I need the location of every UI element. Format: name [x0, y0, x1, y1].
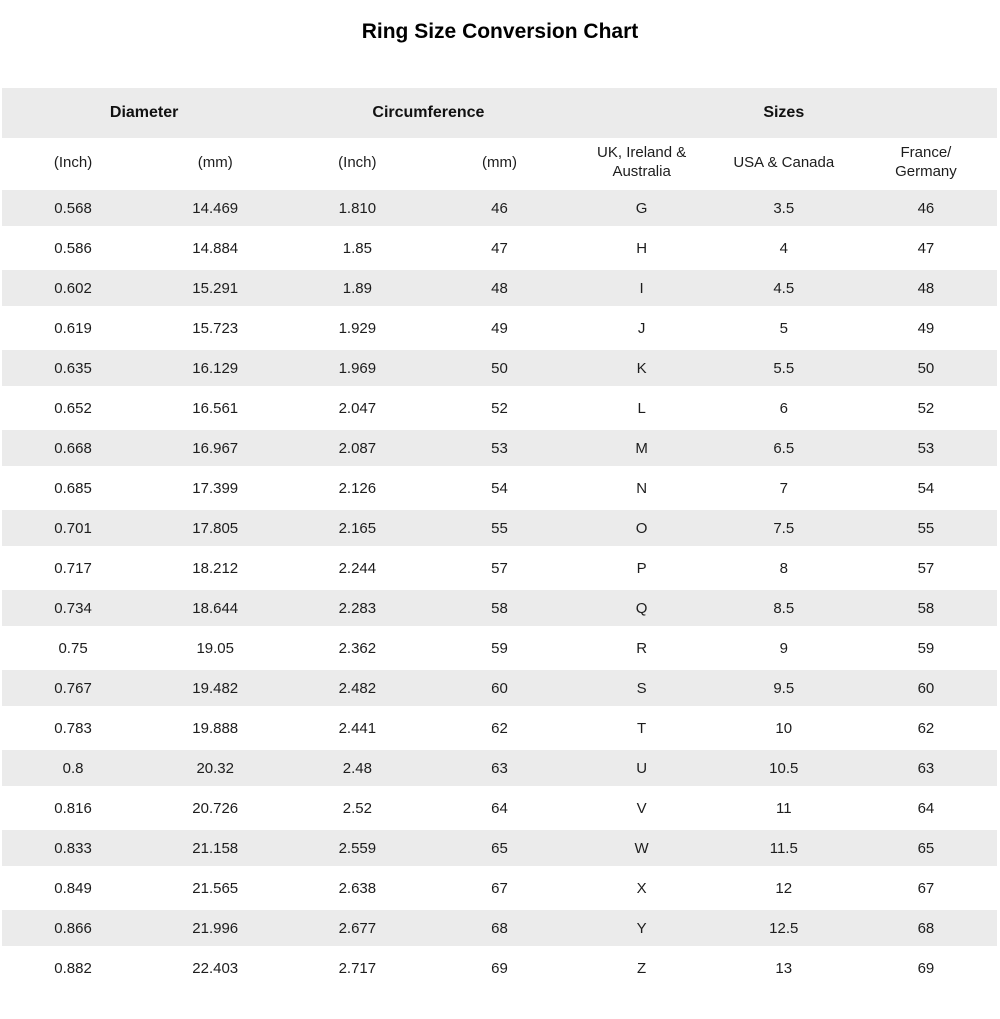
table-cell: 20.32 [144, 748, 286, 788]
table-cell: 53 [428, 428, 570, 468]
table-cell: 46 [428, 188, 570, 228]
table-cell: 5 [713, 308, 855, 348]
table-cell: 2.283 [286, 588, 428, 628]
table-cell: 22.403 [144, 948, 286, 988]
table-cell: K [571, 348, 713, 388]
table-cell: 2.48 [286, 748, 428, 788]
table-cell: 0.586 [2, 228, 144, 268]
table-cell: 62 [428, 708, 570, 748]
table-row [2, 668, 997, 708]
table-cell: 0.568 [2, 188, 144, 228]
table-cell: U [571, 748, 713, 788]
table-cell: 10.5 [713, 748, 855, 788]
table-cell: W [571, 828, 713, 868]
table-cell: 1.969 [286, 348, 428, 388]
table-cell: 52 [428, 388, 570, 428]
table-cell: 0.783 [2, 708, 144, 748]
table-cell: 53 [855, 428, 997, 468]
table-cell: 62 [855, 708, 997, 748]
table-row [2, 828, 997, 868]
table-cell: 0.882 [2, 948, 144, 988]
table-cell: 0.685 [2, 468, 144, 508]
table-cell: 60 [855, 668, 997, 708]
table-row [2, 188, 997, 228]
table-cell: 46 [855, 188, 997, 228]
table-cell: 59 [428, 628, 570, 668]
table-cell: 2.677 [286, 908, 428, 948]
table-row [2, 468, 997, 508]
table-cell: 50 [428, 348, 570, 388]
table-cell: 59 [855, 628, 997, 668]
table-cell: X [571, 868, 713, 908]
table-cell: 4.5 [713, 268, 855, 308]
column-header-circumference-inch: (Inch) [286, 138, 428, 188]
table-row [2, 428, 997, 468]
table-cell: 0.619 [2, 308, 144, 348]
table-cell: 14.884 [144, 228, 286, 268]
table-cell: Z [571, 948, 713, 988]
table-row [2, 548, 997, 588]
table-row [2, 868, 997, 908]
table-row [2, 508, 997, 548]
table-cell: 0.701 [2, 508, 144, 548]
table-cell: 0.816 [2, 788, 144, 828]
table-cell: 2.559 [286, 828, 428, 868]
table-cell: O [571, 508, 713, 548]
table-cell: 21.565 [144, 868, 286, 908]
group-header-row [2, 88, 997, 138]
table-cell: 60 [428, 668, 570, 708]
table-cell: 0.833 [2, 828, 144, 868]
table-row [2, 228, 997, 268]
table-cell: 0.75 [2, 628, 144, 668]
table-cell: G [571, 188, 713, 228]
group-header-diameter: Diameter [2, 88, 286, 138]
table-cell: 0.866 [2, 908, 144, 948]
table-cell: 64 [855, 788, 997, 828]
table-cell: 14.469 [144, 188, 286, 228]
table-cell: N [571, 468, 713, 508]
table-cell: 63 [855, 748, 997, 788]
table-cell: 49 [428, 308, 570, 348]
table-cell: 2.717 [286, 948, 428, 988]
column-header-circumference-mm: (mm) [428, 138, 570, 188]
table-cell: 2.244 [286, 548, 428, 588]
table-cell: 11.5 [713, 828, 855, 868]
table-cell: 18.212 [144, 548, 286, 588]
table-cell: Q [571, 588, 713, 628]
table-cell: 55 [428, 508, 570, 548]
column-header-diameter-mm: (mm) [144, 138, 286, 188]
table-cell: R [571, 628, 713, 668]
table-cell: 7.5 [713, 508, 855, 548]
table-cell: 2.126 [286, 468, 428, 508]
table-cell: 2.047 [286, 388, 428, 428]
table-cell: 65 [855, 828, 997, 868]
table-cell: 12.5 [713, 908, 855, 948]
table-cell: 16.967 [144, 428, 286, 468]
table-cell: 2.638 [286, 868, 428, 908]
table-cell: 69 [428, 948, 570, 988]
column-header-uk-ireland-australia: UK, Ireland & Australia [571, 138, 713, 188]
table-cell: 18.644 [144, 588, 286, 628]
table-row [2, 588, 997, 628]
group-header-circumference: Circumference [286, 88, 570, 138]
table-cell: 6 [713, 388, 855, 428]
column-header-france-germany: France/ Germany [855, 138, 997, 188]
table-cell: 21.158 [144, 828, 286, 868]
table-cell: 47 [428, 228, 570, 268]
table-cell: 12 [713, 868, 855, 908]
table-cell: 11 [713, 788, 855, 828]
table-cell: 52 [855, 388, 997, 428]
table-cell: 1.810 [286, 188, 428, 228]
column-header-usa-canada: USA & Canada [713, 138, 855, 188]
table-cell: 21.996 [144, 908, 286, 948]
table-cell: 4 [713, 228, 855, 268]
table-cell: V [571, 788, 713, 828]
table-cell: J [571, 308, 713, 348]
table-cell: 1.89 [286, 268, 428, 308]
table-cell: 0.635 [2, 348, 144, 388]
table-cell: 6.5 [713, 428, 855, 468]
table-cell: 8 [713, 548, 855, 588]
table-cell: 67 [428, 868, 570, 908]
table-row [2, 268, 997, 308]
column-header-diameter-inch: (Inch) [2, 138, 144, 188]
table-cell: 9.5 [713, 668, 855, 708]
ring-size-conversion-table [2, 88, 997, 988]
table-cell: 54 [855, 468, 997, 508]
table-cell: 0.734 [2, 588, 144, 628]
table-cell: 67 [855, 868, 997, 908]
table-cell: P [571, 548, 713, 588]
table-cell: 19.888 [144, 708, 286, 748]
table-cell: 1.929 [286, 308, 428, 348]
table-row [2, 908, 997, 948]
table-row [2, 708, 997, 748]
table-cell: I [571, 268, 713, 308]
table-cell: 54 [428, 468, 570, 508]
table-cell: 3.5 [713, 188, 855, 228]
table-cell: 17.805 [144, 508, 286, 548]
table-cell: 0.767 [2, 668, 144, 708]
table-cell: 2.52 [286, 788, 428, 828]
table-cell: 0.717 [2, 548, 144, 588]
table-cell: L [571, 388, 713, 428]
table-row [2, 388, 997, 428]
table-cell: 15.291 [144, 268, 286, 308]
table-cell: 58 [855, 588, 997, 628]
table-cell: 0.849 [2, 868, 144, 908]
table-cell: S [571, 668, 713, 708]
table-cell: 0.668 [2, 428, 144, 468]
column-header-row [2, 138, 997, 188]
table-cell: 68 [428, 908, 570, 948]
table-cell: 63 [428, 748, 570, 788]
table-cell: 10 [713, 708, 855, 748]
table-cell: 49 [855, 308, 997, 348]
table-cell: Y [571, 908, 713, 948]
table-body [2, 188, 997, 988]
group-header-sizes: Sizes [571, 88, 997, 138]
table-cell: 1.85 [286, 228, 428, 268]
table-cell: 19.05 [144, 628, 286, 668]
table-cell: 57 [428, 548, 570, 588]
table-cell: 68 [855, 908, 997, 948]
table-cell: 7 [713, 468, 855, 508]
table-cell: 15.723 [144, 308, 286, 348]
table-cell: 16.561 [144, 388, 286, 428]
table-cell: 2.441 [286, 708, 428, 748]
table-row [2, 948, 997, 988]
table-cell: 0.602 [2, 268, 144, 308]
table-cell: 5.5 [713, 348, 855, 388]
table-cell: 48 [855, 268, 997, 308]
table-cell: T [571, 708, 713, 748]
table-cell: 13 [713, 948, 855, 988]
table-row [2, 308, 997, 348]
table-cell: 8.5 [713, 588, 855, 628]
table-cell: 0.652 [2, 388, 144, 428]
table-cell: 69 [855, 948, 997, 988]
table-cell: 2.362 [286, 628, 428, 668]
table-row [2, 628, 997, 668]
table-cell: 48 [428, 268, 570, 308]
table-cell: 17.399 [144, 468, 286, 508]
table-row [2, 788, 997, 828]
table-cell: 57 [855, 548, 997, 588]
table-cell: M [571, 428, 713, 468]
table-cell: 64 [428, 788, 570, 828]
table-cell: 58 [428, 588, 570, 628]
table-cell: 2.165 [286, 508, 428, 548]
table-cell: 16.129 [144, 348, 286, 388]
table-cell: 0.8 [2, 748, 144, 788]
table-cell: 2.482 [286, 668, 428, 708]
table-row [2, 348, 997, 388]
table-row [2, 748, 997, 788]
page-title: Ring Size Conversion Chart [361, 20, 639, 43]
table-cell: 65 [428, 828, 570, 868]
table-cell: 20.726 [144, 788, 286, 828]
table-cell: 9 [713, 628, 855, 668]
table-cell: 19.482 [144, 668, 286, 708]
table-cell: 2.087 [286, 428, 428, 468]
table-cell: 47 [855, 228, 997, 268]
table-cell: 50 [855, 348, 997, 388]
table-cell: H [571, 228, 713, 268]
table-cell: 55 [855, 508, 997, 548]
